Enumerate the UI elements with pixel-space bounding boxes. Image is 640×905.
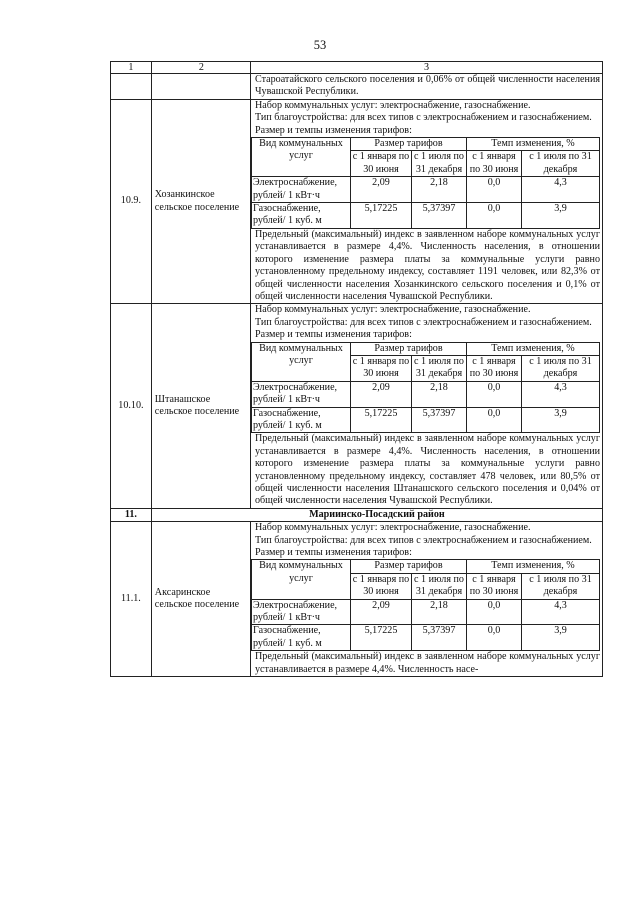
improvement-text: Тип благоустройства: для всех типов с электроснабжением и газоснабжением. bbox=[255, 316, 592, 328]
tariff-caption: Размер и темпы изменения тарифов: bbox=[255, 124, 412, 136]
tariff-value: 2,09 bbox=[351, 177, 412, 203]
tariff-size-header: Размер тарифов bbox=[351, 342, 467, 355]
tariff-rate-header: Темп изменения, % bbox=[467, 138, 600, 151]
rate-period-2-header: с 1 июля по 31 декабря bbox=[522, 355, 600, 381]
tariff-row bbox=[252, 599, 600, 625]
tariff-value: 2,09 bbox=[351, 599, 412, 625]
tariff-caption: Размер и темпы изменения тарифов: bbox=[255, 329, 412, 341]
service-name: Электроснабжение, рублей/ 1 кВт·ч bbox=[252, 177, 351, 203]
rate-value: 4,3 bbox=[522, 599, 600, 625]
rate-value: 0,0 bbox=[467, 177, 522, 203]
rate-value: 3,9 bbox=[522, 203, 600, 229]
rate-value: 3,9 bbox=[522, 407, 600, 433]
table-row bbox=[111, 99, 603, 304]
period-2-header: с 1 июля по 31 декабря bbox=[412, 151, 467, 177]
settlement-name: Хозанкинское сельское поселение bbox=[151, 99, 250, 304]
row-content bbox=[251, 304, 603, 509]
service-name: Газоснабжение, рублей/ 1 куб. м bbox=[252, 203, 351, 229]
tariff-value: 5,37397 bbox=[412, 625, 467, 651]
rate-value: 3,9 bbox=[522, 625, 600, 651]
rate-period-2-header: с 1 июля по 31 декабря bbox=[522, 573, 600, 599]
section-title: Мариинско-Посадский район bbox=[151, 508, 602, 521]
tariff-rate-header: Темп изменения, % bbox=[467, 342, 600, 355]
tariff-table bbox=[110, 61, 603, 677]
services-text: Набор коммунальных услуг: электроснабжение, газоснабжение. bbox=[255, 99, 531, 111]
rate-period-1-header: с 1 января по 30 июня bbox=[467, 151, 522, 177]
tariff-size-header: Размер тарифов bbox=[351, 138, 467, 151]
service-name: Газоснабжение, рублей/ 1 куб. м bbox=[252, 407, 351, 433]
tariff-value: 5,17225 bbox=[351, 203, 412, 229]
section-number: 11. bbox=[111, 508, 152, 521]
improvement-text: Тип благоустройства: для всех типов с электроснабжением и газоснабжением. bbox=[255, 534, 592, 546]
col-header-1: 1 bbox=[111, 62, 152, 74]
service-name: Электроснабжение, рублей/ 1 кВт·ч bbox=[252, 599, 351, 625]
period-2-header: с 1 июля по 31 декабря bbox=[412, 573, 467, 599]
rate-period-2-header: с 1 июля по 31 декабря bbox=[522, 151, 600, 177]
rate-value: 0,0 bbox=[467, 599, 522, 625]
tariff-size-header: Размер тарифов bbox=[351, 560, 467, 573]
page-number: 53 bbox=[313, 38, 327, 52]
rate-period-1-header: с 1 января по 30 июня bbox=[467, 355, 522, 381]
rate-value: 4,3 bbox=[522, 177, 600, 203]
service-name: Электроснабжение, рублей/ 1 кВт·ч bbox=[252, 381, 351, 407]
conclusion-text: Предельный (максимальный) индекс в заявленном наборе коммунальных услуг устанавливается в размере 4,4%. Численность населения, в отношении которого изменение размера платы за коммунальные услуги равно установленному предельному индексу, составляет 1191 человек, или 82,3% от общей численности населения Хозанкинского сельского поселения и 0,1% от общей численности населения Чувашской Республики. bbox=[255, 228, 600, 302]
rate-value: 0,0 bbox=[467, 203, 522, 229]
row-number: 10.9. bbox=[111, 99, 152, 304]
tariff-row bbox=[252, 177, 600, 203]
tariff-caption: Размер и темпы изменения тарифов: bbox=[255, 547, 412, 559]
district-section-row bbox=[111, 508, 603, 521]
tariff-value: 2,18 bbox=[412, 599, 467, 625]
row-number: 11.1. bbox=[111, 522, 152, 677]
services-text: Набор коммунальных услуг: электроснабжение, газоснабжение. bbox=[255, 304, 531, 316]
period-1-header: с 1 января по 30 июня bbox=[351, 151, 412, 177]
tariff-rate-header: Темп изменения, % bbox=[467, 560, 600, 573]
tariff-subtable bbox=[251, 137, 600, 229]
tariff-value: 2,09 bbox=[351, 381, 412, 407]
tariff-row bbox=[252, 625, 600, 651]
continuation-row bbox=[111, 74, 603, 100]
tariff-subtable bbox=[251, 342, 600, 434]
rate-value: 4,3 bbox=[522, 381, 600, 407]
settlement-name: Штанашское сельское поселение bbox=[151, 304, 250, 509]
rate-value: 0,0 bbox=[467, 407, 522, 433]
conclusion-text: Предельный (максимальный) индекс в заявленном наборе коммунальных услуг устанавливается в размере 4,4%. Численность населения, в отношении которого изменение размера платы за коммунальные услуги равно установленному предельному индексу, составляет 478 человек, или 80,5% от общей численности населения Штанашского сельского поселения и 0,04% от общей численности населения Чувашской Республики. bbox=[255, 433, 600, 507]
rate-period-1-header: с 1 января по 30 июня bbox=[467, 573, 522, 599]
row-content bbox=[251, 522, 603, 677]
period-1-header: с 1 января по 30 июня bbox=[351, 355, 412, 381]
services-text: Набор коммунальных услуг: электроснабжение, газоснабжение. bbox=[255, 522, 531, 534]
tariff-value: 5,17225 bbox=[351, 625, 412, 651]
service-kind-header: Вид коммунальных услуг bbox=[252, 138, 351, 177]
table-row bbox=[111, 304, 603, 509]
improvement-text: Тип благоустройства: для всех типов с электроснабжением и газоснабжением. bbox=[255, 112, 592, 124]
service-name: Газоснабжение, рублей/ 1 куб. м bbox=[252, 625, 351, 651]
conclusion-text: Предельный (максимальный) индекс в заявленном наборе коммунальных услуг устанавливается в размере 4,4%. Численность насе- bbox=[255, 651, 600, 675]
rate-value: 0,0 bbox=[467, 381, 522, 407]
col-header-2: 2 bbox=[151, 62, 250, 74]
tariff-value: 5,37397 bbox=[412, 407, 467, 433]
service-kind-header: Вид коммунальных услуг bbox=[252, 560, 351, 599]
row-content bbox=[251, 99, 603, 304]
tariff-value: 5,37397 bbox=[412, 203, 467, 229]
tariff-value: 2,18 bbox=[412, 177, 467, 203]
period-2-header: с 1 июля по 31 декабря bbox=[412, 355, 467, 381]
row-number: 10.10. bbox=[111, 304, 152, 509]
tariff-row bbox=[252, 203, 600, 229]
tariff-value: 2,18 bbox=[412, 381, 467, 407]
settlement-name: Аксаринское сельское поселение bbox=[151, 522, 250, 677]
tariff-subtable bbox=[251, 559, 600, 651]
table-row bbox=[111, 522, 603, 677]
tariff-value: 5,17225 bbox=[351, 407, 412, 433]
period-1-header: с 1 января по 30 июня bbox=[351, 573, 412, 599]
continuation-text: Староатайского сельского поселения и 0,06% от общей численности населения Чувашской Республики. bbox=[251, 74, 603, 100]
column-number-row bbox=[111, 62, 603, 74]
tariff-row bbox=[252, 407, 600, 433]
service-kind-header: Вид коммунальных услуг bbox=[252, 342, 351, 381]
col-header-3: 3 bbox=[251, 62, 603, 74]
tariff-row bbox=[252, 381, 600, 407]
rate-value: 0,0 bbox=[467, 625, 522, 651]
